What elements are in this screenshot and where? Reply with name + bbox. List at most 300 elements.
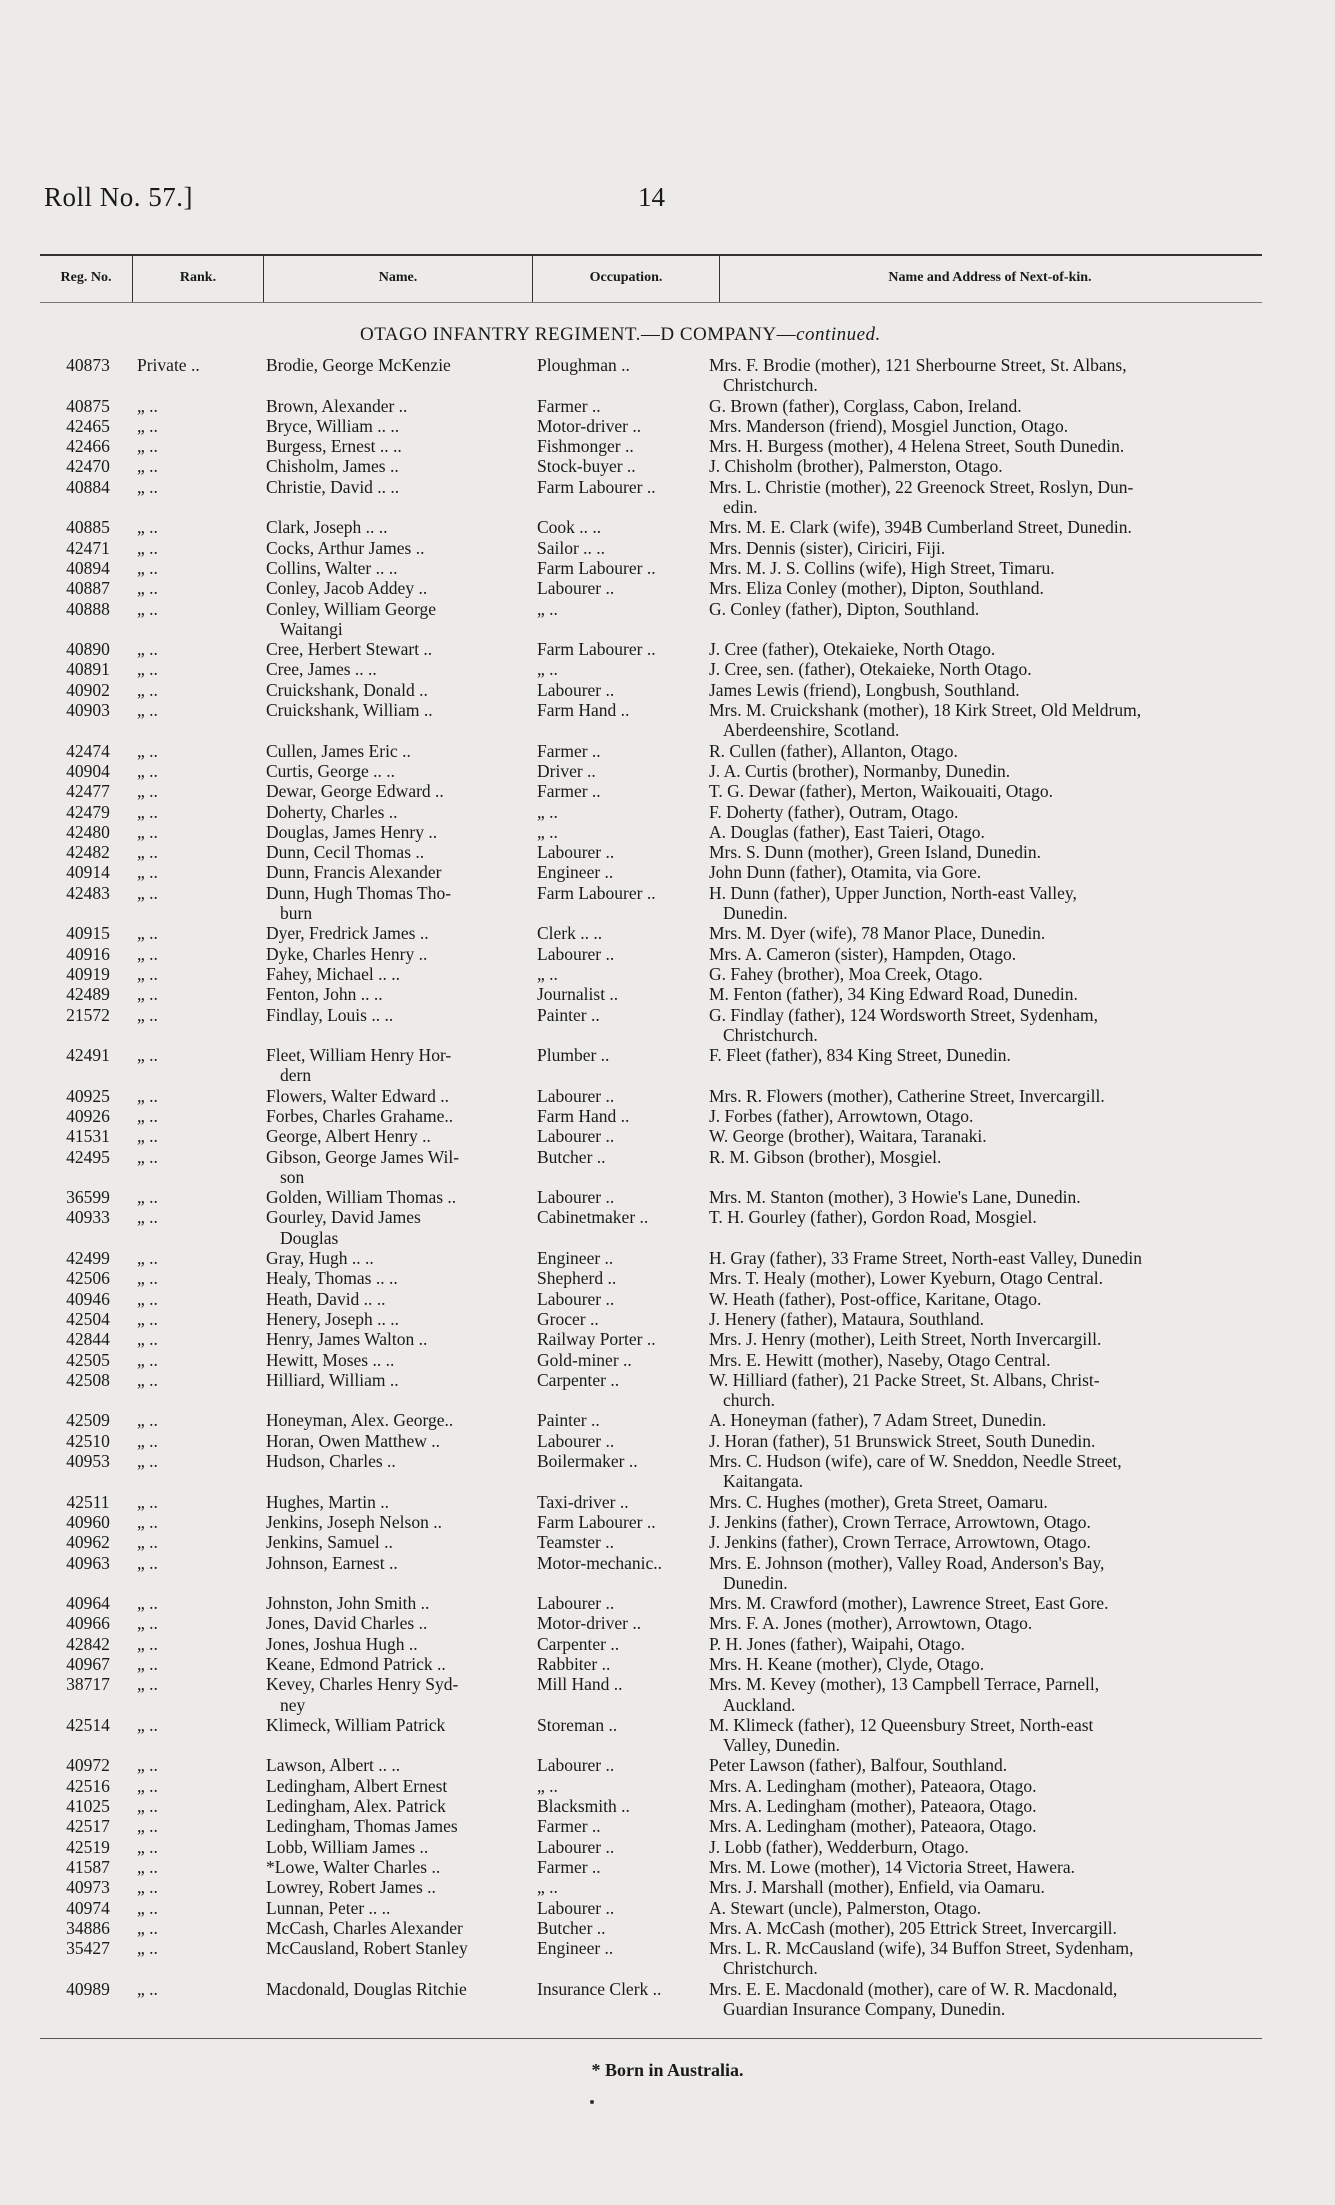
- next-of-kin-line: Mrs. T. Healy (mother), Lower Kyeburn, Otago Central.: [709, 1268, 1103, 1289]
- rank: [137, 862, 267, 882]
- next-of-kin-line: Guardian Insurance Company, Dunedin.: [723, 1999, 1006, 2020]
- next-of-kin-line: John Dunn (father), Otamita, via Gore.: [709, 862, 982, 883]
- next-of-kin-line: church.: [723, 1390, 775, 1411]
- rank: [137, 822, 267, 842]
- rank: [137, 944, 267, 964]
- next-of-kin: [709, 1979, 1269, 2020]
- next-of-kin: [709, 984, 1269, 1004]
- occupation-line: Farmer ..: [537, 781, 601, 802]
- soldier-name-line: Golden, William Thomas ..: [266, 1187, 457, 1208]
- soldier-name-line: Collins, Walter .. ..: [266, 557, 398, 578]
- rank-line: „ ..: [137, 1105, 158, 1126]
- occupation: [537, 781, 709, 801]
- soldier-name: [266, 822, 530, 842]
- rank: [137, 700, 267, 720]
- occupation-line: Teamster ..: [537, 1532, 615, 1553]
- occupation: [537, 558, 709, 578]
- soldier-name-line: Jones, David Charles ..: [266, 1613, 428, 1634]
- occupation-line: Labourer ..: [537, 943, 615, 964]
- next-of-kin: [709, 1370, 1269, 1411]
- rank-line: „ ..: [137, 1755, 158, 1776]
- reg-number-line: 40964: [66, 1593, 110, 1614]
- occupation: [537, 1877, 709, 1897]
- soldier-name: [266, 1309, 530, 1329]
- occupation-line: Driver ..: [537, 760, 596, 781]
- occupation: [537, 1654, 709, 1674]
- next-of-kin-line: Mrs. M. Cruickshank (mother), 18 Kirk Street, Old Meldrum,: [709, 700, 1142, 721]
- rank-line: „ ..: [137, 1633, 158, 1654]
- rank: [137, 456, 267, 476]
- printer-dot: [590, 2100, 594, 2104]
- soldier-name-line: Lawson, Albert .. ..: [266, 1755, 401, 1776]
- table-row: [0, 1187, 1335, 1207]
- table-row: [0, 1431, 1335, 1451]
- reg-number: [40, 1126, 136, 1146]
- next-of-kin: [709, 659, 1269, 679]
- soldier-name: [266, 1147, 530, 1188]
- next-of-kin-line: A. Stewart (uncle), Palmerston, Otago.: [709, 1897, 982, 1918]
- table-row: [0, 781, 1335, 801]
- next-of-kin-line: Mrs. M. Dyer (wife), 78 Manor Place, Dunedin.: [709, 923, 1046, 944]
- rank: [137, 964, 267, 984]
- rank: [137, 1898, 267, 1918]
- rank-line: „ ..: [137, 1593, 158, 1614]
- occupation: [537, 1512, 709, 1532]
- occupation: [537, 416, 709, 436]
- soldier-name-line: Henry, James Walton ..: [266, 1329, 428, 1350]
- next-of-kin-line: Valley, Dunedin.: [723, 1735, 840, 1756]
- soldier-name-line: Fenton, John .. ..: [266, 984, 383, 1005]
- rank-line: „ ..: [137, 1897, 158, 1918]
- table-row: [0, 1613, 1335, 1633]
- rank-line: „ ..: [137, 517, 158, 538]
- reg-number: [40, 517, 136, 537]
- rank: [137, 1207, 267, 1227]
- soldier-name-line: Chisholm, James ..: [266, 456, 399, 477]
- next-of-kin-line: W. Hilliard (father), 21 Packe Street, St. Albans, Christ-: [709, 1369, 1100, 1390]
- reg-number-line: 42491: [66, 1045, 110, 1066]
- occupation-line: Carpenter ..: [537, 1369, 620, 1390]
- next-of-kin: [709, 355, 1269, 396]
- rank: [137, 1492, 267, 1512]
- soldier-name-line: ney: [280, 1694, 306, 1715]
- occupation-line: Farm Hand ..: [537, 700, 630, 721]
- next-of-kin: [709, 944, 1269, 964]
- next-of-kin-line: Kaitangata.: [723, 1471, 804, 1492]
- next-of-kin-line: Mrs. S. Dunn (mother), Green Island, Dunedin.: [709, 842, 1041, 863]
- occupation-line: Butcher ..: [537, 1146, 606, 1167]
- occupation-line: Cabinetmaker ..: [537, 1207, 649, 1228]
- soldier-name-line: *Lowe, Walter Charles ..: [266, 1856, 441, 1877]
- occupation-line: Labourer ..: [537, 1593, 615, 1614]
- next-of-kin-line: M. Fenton (father), 34 King Edward Road, Dunedin.: [709, 984, 1078, 1005]
- soldier-name: [266, 1877, 530, 1897]
- next-of-kin-line: Mrs. M. Kevey (mother), 13 Campbell Terrace, Parnell,: [709, 1674, 1100, 1695]
- rank-line: „ ..: [137, 1004, 158, 1025]
- occupation-line: Engineer ..: [537, 1248, 614, 1269]
- next-of-kin: [709, 1634, 1269, 1654]
- occupation-line: Farmer ..: [537, 395, 601, 416]
- rank: [137, 639, 267, 659]
- next-of-kin: [709, 1654, 1269, 1674]
- soldier-name: [266, 355, 530, 375]
- soldier-name-line: Johnston, John Smith ..: [266, 1593, 430, 1614]
- occupation-line: „ ..: [537, 659, 558, 680]
- next-of-kin-line: James Lewis (friend), Longbush, Southland.: [709, 679, 1020, 700]
- rank-line: „ ..: [137, 1552, 158, 1573]
- occupation-line: Engineer ..: [537, 862, 614, 883]
- next-of-kin: [709, 923, 1269, 943]
- reg-number: [40, 1370, 136, 1390]
- soldier-name-line: McCausland, Robert Stanley: [266, 1938, 468, 1959]
- occupation: [537, 1674, 709, 1694]
- soldier-name-line: Flowers, Walter Edward ..: [266, 1085, 449, 1106]
- soldier-name-line: Jones, Joshua Hugh ..: [266, 1633, 418, 1654]
- reg-number: [40, 1451, 136, 1471]
- next-of-kin: [709, 1350, 1269, 1370]
- next-of-kin: [709, 1796, 1269, 1816]
- next-of-kin: [709, 1248, 1269, 1268]
- rank-line: „ ..: [137, 659, 158, 680]
- rank-line: „ ..: [137, 821, 158, 842]
- rank: [137, 680, 267, 700]
- next-of-kin: [709, 680, 1269, 700]
- reg-number-line: 40973: [66, 1877, 110, 1898]
- soldier-name-line: Dyke, Charles Henry ..: [266, 943, 428, 964]
- soldier-name-line: Cree, Herbert Stewart ..: [266, 639, 433, 660]
- occupation-line: Blacksmith ..: [537, 1796, 630, 1817]
- soldier-name-line: Cruickshank, William ..: [266, 700, 433, 721]
- next-of-kin: [709, 1715, 1269, 1756]
- next-of-kin: [709, 1776, 1269, 1796]
- rank: [137, 1289, 267, 1309]
- table-row: [0, 1106, 1335, 1126]
- rank-line: „ ..: [137, 1938, 158, 1959]
- soldier-name-line: Conley, Jacob Addey ..: [266, 578, 428, 599]
- rank-line: „ ..: [137, 395, 158, 416]
- next-of-kin: [709, 599, 1269, 619]
- reg-number: [40, 1106, 136, 1126]
- reg-number-line: 42465: [66, 415, 110, 436]
- soldier-name: [266, 883, 530, 924]
- next-of-kin-line: J. A. Curtis (brother), Normanby, Dunedin.: [709, 760, 1011, 781]
- soldier-name: [266, 741, 530, 761]
- occupation: [537, 1532, 709, 1552]
- reg-number: [40, 639, 136, 659]
- occupation-line: Insurance Clerk ..: [537, 1978, 662, 1999]
- rank: [137, 1248, 267, 1268]
- reg-number-line: 42844: [66, 1329, 110, 1350]
- rank: [137, 1918, 267, 1938]
- rank-line: „ ..: [137, 1369, 158, 1390]
- occupation-line: Shepherd ..: [537, 1268, 617, 1289]
- reg-number-line: 41587: [66, 1856, 110, 1877]
- soldier-name-line: Honeyman, Alex. George..: [266, 1410, 454, 1431]
- table-row: [0, 1492, 1335, 1512]
- rank-line: „ ..: [137, 1308, 158, 1329]
- table-row: [0, 1268, 1335, 1288]
- table-row: [0, 822, 1335, 842]
- reg-number: [40, 1674, 136, 1694]
- soldier-name: [266, 1106, 530, 1126]
- soldier-name: [266, 1776, 530, 1796]
- soldier-name: [266, 396, 530, 416]
- reg-number: [40, 538, 136, 558]
- soldier-name-line: George, Albert Henry ..: [266, 1126, 431, 1147]
- reg-number: [40, 680, 136, 700]
- next-of-kin-line: J. Chisholm (brother), Palmerston, Otago.: [709, 456, 1003, 477]
- soldier-name-line: Burgess, Ernest .. ..: [266, 436, 402, 457]
- occupation: [537, 1776, 709, 1796]
- soldier-name: [266, 761, 530, 781]
- rank: [137, 558, 267, 578]
- occupation: [537, 1045, 709, 1065]
- reg-number-line: 40919: [66, 963, 110, 984]
- occupation-line: Motor-mechanic..: [537, 1552, 663, 1573]
- reg-number-line: 42517: [66, 1816, 110, 1837]
- reg-number: [40, 1776, 136, 1796]
- soldier-name-line: Hudson, Charles ..: [266, 1451, 396, 1472]
- regiment-heading-main: OTAGO INFANTRY REGIMENT.—D COMPANY—: [360, 324, 797, 345]
- reg-number-line: 42516: [66, 1775, 110, 1796]
- reg-number-line: 40960: [66, 1511, 110, 1532]
- soldier-name: [266, 1289, 530, 1309]
- soldier-name-line: Jenkins, Joseph Nelson ..: [266, 1511, 442, 1532]
- occupation-line: Painter ..: [537, 1410, 600, 1431]
- soldier-name-line: Douglas: [280, 1227, 339, 1248]
- next-of-kin-line: G. Findlay (father), 124 Wordsworth Street, Sydenham,: [709, 1004, 1099, 1025]
- table-row: [0, 883, 1335, 924]
- next-of-kin-line: G. Brown (father), Corglass, Cabon, Ireland.: [709, 395, 1022, 416]
- occupation-line: Motor-driver ..: [537, 415, 642, 436]
- reg-number: [40, 1837, 136, 1857]
- soldier-name-line: Dunn, Hugh Thomas Tho-: [266, 882, 452, 903]
- reg-number-line: 40902: [66, 679, 110, 700]
- reg-number-line: 40933: [66, 1207, 110, 1228]
- reg-number: [40, 1796, 136, 1816]
- reg-number: [40, 416, 136, 436]
- column-header-reg-no: Reg. No.: [60, 270, 112, 285]
- next-of-kin-line: R. M. Gibson (brother), Mosgiel.: [709, 1146, 942, 1167]
- next-of-kin: [709, 1086, 1269, 1106]
- table-row: [0, 1512, 1335, 1532]
- next-of-kin-line: Mrs. Eliza Conley (mother), Dipton, Southland.: [709, 578, 1044, 599]
- occupation-line: Farm Labourer ..: [537, 639, 656, 660]
- footnote: * Born in Australia.: [591, 2060, 744, 2080]
- rank-line: „ ..: [137, 1491, 158, 1512]
- next-of-kin: [709, 964, 1269, 984]
- soldier-name: [266, 781, 530, 801]
- rank: [137, 538, 267, 558]
- next-of-kin-line: J. Lobb (father), Wedderburn, Otago.: [709, 1836, 969, 1857]
- soldier-name: [266, 558, 530, 578]
- rank-line: „ ..: [137, 598, 158, 619]
- roll-number: Roll No. 57.]: [44, 182, 194, 212]
- soldier-name: [266, 842, 530, 862]
- reg-number-line: 42479: [66, 801, 110, 822]
- soldier-name-line: Cruickshank, Donald ..: [266, 679, 428, 700]
- rank: [137, 1045, 267, 1065]
- reg-number-line: 42483: [66, 882, 110, 903]
- next-of-kin: [709, 1329, 1269, 1349]
- soldier-name-line: dern: [280, 1065, 312, 1086]
- next-of-kin-line: R. Cullen (father), Allanton, Otago.: [709, 740, 958, 761]
- soldier-name: [266, 1796, 530, 1816]
- rank: [137, 1776, 267, 1796]
- rank: [137, 883, 267, 903]
- soldier-name: [266, 1857, 530, 1877]
- soldier-name-line: Hewitt, Moses .. ..: [266, 1349, 395, 1370]
- next-of-kin: [709, 578, 1269, 598]
- rank: [137, 1329, 267, 1349]
- soldier-name-line: burn: [280, 903, 313, 924]
- reg-number-line: 40916: [66, 943, 110, 964]
- reg-number: [40, 1816, 136, 1836]
- next-of-kin: [709, 761, 1269, 781]
- occupation-line: Butcher ..: [537, 1917, 606, 1938]
- next-of-kin: [709, 1593, 1269, 1613]
- rank-line: „ ..: [137, 639, 158, 660]
- next-of-kin-line: Mrs. C. Hudson (wife), care of W. Sneddon, Needle Street,: [709, 1451, 1122, 1472]
- next-of-kin-line: J. Jenkins (father), Crown Terrace, Arrowtown, Otago.: [709, 1532, 1091, 1553]
- rank-line: „ ..: [137, 1085, 158, 1106]
- reg-number: [40, 1187, 136, 1207]
- soldier-name: [266, 802, 530, 822]
- table-row: [0, 1553, 1335, 1594]
- rank: [137, 842, 267, 862]
- next-of-kin: [709, 1532, 1269, 1552]
- occupation: [537, 1431, 709, 1451]
- rank: [137, 781, 267, 801]
- soldier-name: [266, 456, 530, 476]
- next-of-kin-line: Christchurch.: [723, 375, 818, 396]
- soldier-name-line: Lowrey, Robert James ..: [266, 1877, 436, 1898]
- reg-number-line: 42505: [66, 1349, 110, 1370]
- occupation: [537, 1370, 709, 1390]
- soldier-name: [266, 944, 530, 964]
- next-of-kin-line: Mrs. Manderson (friend), Mosgiel Junction, Otago.: [709, 415, 1069, 436]
- occupation-line: Clerk .. ..: [537, 923, 603, 944]
- soldier-name-line: Lobb, William James ..: [266, 1836, 429, 1857]
- next-of-kin: [709, 1857, 1269, 1877]
- rank: [137, 923, 267, 943]
- next-of-kin: [709, 1938, 1269, 1979]
- occupation: [537, 761, 709, 781]
- rank: [137, 355, 267, 375]
- soldier-name-line: Gourley, David James: [266, 1207, 421, 1228]
- occupation: [537, 1898, 709, 1918]
- next-of-kin: [709, 1492, 1269, 1512]
- next-of-kin: [709, 517, 1269, 537]
- soldier-name: [266, 1938, 530, 1958]
- occupation: [537, 1918, 709, 1938]
- rank-line: „ ..: [137, 1532, 158, 1553]
- table-row: [0, 842, 1335, 862]
- reg-number-line: 40972: [66, 1755, 110, 1776]
- reg-number: [40, 1207, 136, 1227]
- next-of-kin-line: Mrs. C. Hughes (mother), Greta Street, Oamaru.: [709, 1491, 1048, 1512]
- rank-line: „ ..: [137, 679, 158, 700]
- occupation: [537, 700, 709, 720]
- soldier-name-line: McCash, Charles Alexander: [266, 1917, 463, 1938]
- reg-number: [40, 700, 136, 720]
- rank: [137, 984, 267, 1004]
- rank-line: „ ..: [137, 1836, 158, 1857]
- next-of-kin-line: J. Jenkins (father), Crown Terrace, Arrowtown, Otago.: [709, 1511, 1091, 1532]
- occupation-line: Labourer ..: [537, 578, 615, 599]
- next-of-kin-line: Christchurch.: [723, 1958, 818, 1979]
- reg-number-line: 40888: [66, 598, 110, 619]
- rank-line: „ ..: [137, 740, 158, 761]
- rank: [137, 396, 267, 416]
- rank: [137, 1553, 267, 1573]
- table-row: [0, 680, 1335, 700]
- next-of-kin: [709, 1613, 1269, 1633]
- occupation-line: „ ..: [537, 1775, 558, 1796]
- occupation: [537, 964, 709, 984]
- next-of-kin-line: Mrs. F. Brodie (mother), 121 Sherbourne Street, St. Albans,: [709, 355, 1127, 375]
- soldier-name: [266, 1350, 530, 1370]
- next-of-kin-line: Mrs. L. R. McCausland (wife), 34 Buffon Street, Sydenham,: [709, 1938, 1134, 1959]
- occupation-line: „ ..: [537, 963, 558, 984]
- rank: [137, 1613, 267, 1633]
- occupation: [537, 842, 709, 862]
- soldier-name-line: Kevey, Charles Henry Syd-: [266, 1674, 459, 1695]
- reg-number: [40, 822, 136, 842]
- rank: [137, 1147, 267, 1167]
- table-row: [0, 1451, 1335, 1492]
- rank: [137, 802, 267, 822]
- rank: [137, 1979, 267, 1999]
- occupation: [537, 1005, 709, 1025]
- reg-number: [40, 456, 136, 476]
- table-row: [0, 416, 1335, 436]
- next-of-kin-line: Mrs. F. A. Jones (mother), Arrowtown, Otago.: [709, 1613, 1033, 1634]
- reg-number: [40, 1086, 136, 1106]
- soldier-name-line: Henery, Joseph .. ..: [266, 1308, 400, 1329]
- soldier-name: [266, 1512, 530, 1532]
- soldier-name-line: Cullen, James Eric ..: [266, 740, 411, 761]
- next-of-kin-line: A. Douglas (father), East Taieri, Otago.: [709, 821, 985, 842]
- next-of-kin-line: H. Gray (father), 33 Frame Street, North-east Valley, Dunedin: [709, 1248, 1142, 1269]
- reg-number-line: 42511: [66, 1491, 110, 1512]
- next-of-kin: [709, 456, 1269, 476]
- rank-line: „ ..: [137, 578, 158, 599]
- rank: [137, 1126, 267, 1146]
- reg-number: [40, 659, 136, 679]
- table-row: [0, 1248, 1335, 1268]
- reg-number: [40, 1938, 136, 1958]
- reg-number-line: 40914: [66, 862, 110, 883]
- next-of-kin: [709, 1918, 1269, 1938]
- table-row: [0, 1370, 1335, 1411]
- occupation: [537, 1816, 709, 1836]
- next-of-kin: [709, 436, 1269, 456]
- rank: [137, 1715, 267, 1735]
- occupation-line: „ ..: [537, 598, 558, 619]
- soldier-name: [266, 1593, 530, 1613]
- next-of-kin-line: Mrs. M. Crawford (mother), Lawrence Street, East Gore.: [709, 1593, 1109, 1614]
- soldier-name-line: Cocks, Arthur James ..: [266, 537, 425, 558]
- occupation-line: Labourer ..: [537, 1897, 615, 1918]
- occupation-line: Taxi-driver ..: [537, 1491, 629, 1512]
- next-of-kin-line: Mrs. J. Marshall (mother), Enfield, via Oamaru.: [709, 1877, 1045, 1898]
- reg-number: [40, 1654, 136, 1674]
- table-header-rule: [40, 302, 1262, 303]
- reg-number: [40, 558, 136, 578]
- reg-number: [40, 1329, 136, 1349]
- next-of-kin: [709, 639, 1269, 659]
